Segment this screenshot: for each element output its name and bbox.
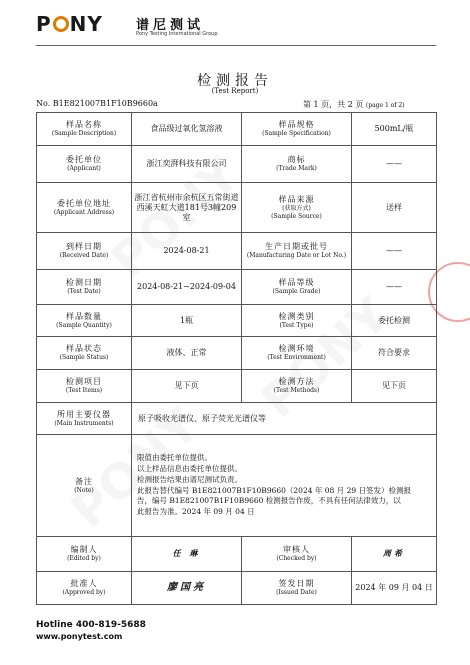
test-items-value: 见下页 bbox=[132, 370, 242, 403]
report-subtitle: (Test Report) bbox=[211, 87, 259, 95]
table-row: 委托单位 (Applicant) 浙江奕湃科技有限公司 商标 (Trade Mark) —— bbox=[37, 146, 437, 183]
sample-spec-value: 500mL/瓶 bbox=[352, 113, 437, 146]
page-info-en: (page 1 of 2) bbox=[365, 102, 405, 109]
editor-signature: 任 琳 bbox=[132, 537, 242, 572]
header-divider bbox=[36, 45, 436, 46]
note-line: 检测报告结果由谱尼测试负责。 bbox=[137, 474, 242, 484]
test-type-value: 委托检测 bbox=[352, 305, 437, 337]
note-line: 以上样品信息由委托单位提供。 bbox=[137, 463, 242, 473]
report-header bbox=[36, 12, 446, 42]
note-line: 此报告为准。2024 年 09 月 04 日 bbox=[137, 507, 255, 517]
logo-ring-icon bbox=[53, 16, 69, 32]
note-line: 限值由委托单位提供。 bbox=[137, 452, 212, 462]
table-row: 委托单位地址 (Applicant Address) 浙江省杭州市余杭区五常街道西溪天虹大道181号3幢209室 样品来源 (获取方式) (Sample Source) 送样 bbox=[37, 183, 437, 233]
sample-source-value: 送样 bbox=[352, 183, 437, 233]
table-row: 到样日期 (Received Date) 2024-08-21 生产日期或批号 (Manufacturing Date or Lot No.) —— bbox=[37, 233, 437, 270]
page-info bbox=[303, 99, 405, 110]
report-number: No. B1E821007B1F10B9660a bbox=[36, 99, 158, 108]
approver-signature: 廖国亮 bbox=[132, 572, 242, 605]
table-row: 批准人 (Approved by) 廖国亮 签发日期 (Issued Date) 2024 年 09 月 04 日 bbox=[37, 572, 437, 605]
table-row: 样品状态 (Sample Status) 液体、正常 检测环境 (Test Environment) 符合要求 bbox=[37, 337, 437, 370]
note-line: 告，编号 B1E821007B1F10B9660 检测报告作废，不具有任何法律效力，以 bbox=[137, 496, 401, 506]
applicant-address-value: 浙江省杭州市余杭区五常街道西溪天虹大道181号3幢209室 bbox=[132, 183, 242, 233]
hotline: Hotline 400-819-5688 bbox=[36, 620, 146, 630]
lot-no-value: —— bbox=[352, 233, 437, 270]
page-info-cn: 第 1 页，共 2 页 bbox=[303, 100, 364, 109]
report-table bbox=[36, 112, 437, 605]
note-content bbox=[132, 435, 437, 537]
table-row: 所用主要仪器 (Main Instruments) 原子吸收光谱仪、原子荧光光谱仪等 bbox=[37, 403, 437, 435]
test-environment-value: 符合要求 bbox=[352, 337, 437, 370]
table-row: 检测项目 (Test Items) 见下页 检测方法 (Test Methods) 见下页 bbox=[37, 370, 437, 403]
sample-status-value: 液体、正常 bbox=[132, 337, 242, 370]
sample-grade-value: —— bbox=[352, 270, 437, 305]
company-name-en: Pony Testing International Group bbox=[136, 31, 218, 37]
received-date-value: 2024-08-21 bbox=[132, 233, 242, 270]
test-date-value: 2024-08-21~2024-09-04 bbox=[132, 270, 242, 305]
trade-mark-value: —— bbox=[352, 146, 437, 183]
table-row: 样品数量 (Sample Quantity) 1瓶 检测类别 (Test Type) 委托检测 bbox=[37, 305, 437, 337]
main-instruments-value: 原子吸收光谱仪、原子荧光光谱仪等 bbox=[132, 403, 437, 435]
test-methods-value: 见下页 bbox=[352, 370, 437, 403]
sample-name-value: 食品级过氧化氢溶液 bbox=[132, 113, 242, 146]
table-row: 样品名称 (Sample Description) 食品级过氧化氢溶液 样品规格 (Sample Specification) 500mL/瓶 bbox=[37, 113, 437, 146]
company-name-cn: 谱尼测试 bbox=[136, 18, 205, 33]
issued-date-value: 2024 年 09 月 04 日 bbox=[352, 572, 437, 605]
website: www.ponytest.com bbox=[36, 632, 123, 641]
note-line: 此报告替代编号 B1E821007B1F10B9660（2024 年 08 月 29 日签发）检测报 bbox=[137, 485, 411, 495]
table-row: 备注 (Note) 限值由委托单位提供。 以上样品信息由委托单位提供。 检测报告结果由谱尼测试负责。 此报告替代编号 B1E821007B1F10B9660（2024 年 08 月 29 日签发）检测报 告，编号 B1E821007B1F10B9660 检测报告作废，不具有任何法律效力，以 此报告为准。2024 年 09 月 04 日 bbox=[37, 435, 437, 537]
report-title: 检测报告 bbox=[197, 73, 273, 89]
checker-signature: 周希 bbox=[352, 537, 437, 572]
applicant-value: 浙江奕湃科技有限公司 bbox=[132, 146, 242, 183]
table-row: 编制人 (Edited by) 任 琳 审核人 (Checked by) 周希 bbox=[37, 537, 437, 572]
table-row: 检测日期 (Test Date) 2024-08-21~2024-09-04 样品等级 (Sample Grade) —— bbox=[37, 270, 437, 305]
company-logo: P NY bbox=[36, 12, 103, 36]
sample-quantity-value: 1瓶 bbox=[132, 305, 242, 337]
